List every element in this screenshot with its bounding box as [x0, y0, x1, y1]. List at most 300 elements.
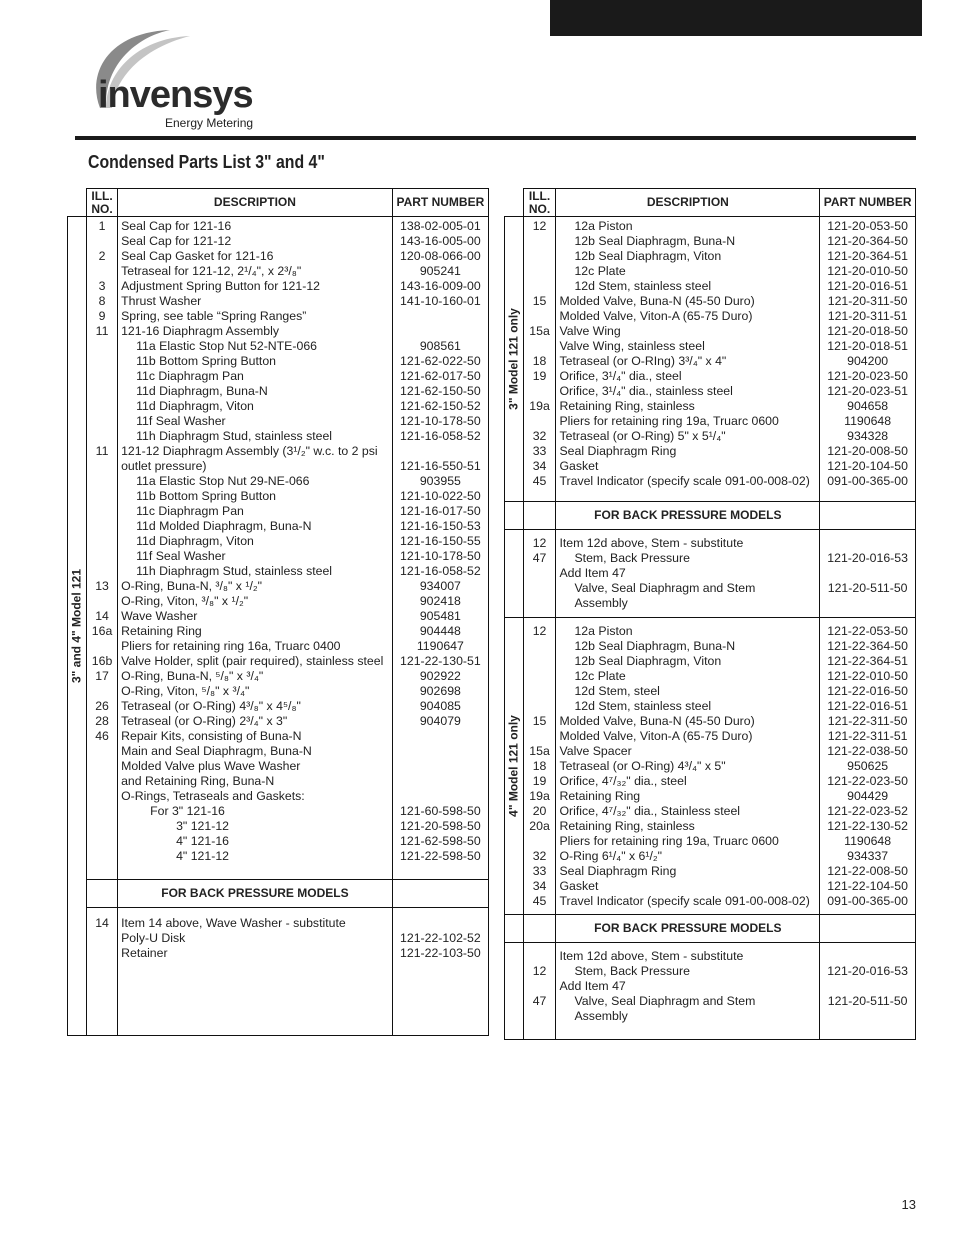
part-number-text: [393, 744, 488, 759]
description-text: Main and Seal Diaphragm, Buna-N: [121, 744, 312, 758]
description-text: Tetraseal (or O-RIng) 3³/₄" x 4": [559, 354, 727, 368]
ill-no-text: 3: [98, 279, 106, 293]
part-number-text: 121-20-023-51: [827, 384, 908, 398]
ill-no-text: [87, 849, 117, 864]
ill-no-cell: [87, 908, 118, 1036]
description-text: O-Ring, Viton, ⁵/₈" x ³/₄": [121, 684, 250, 698]
part-number-text: 121-62-150-50: [400, 384, 481, 398]
ill-no-text: [524, 699, 556, 714]
page-title: Condensed Parts List 3" and 4": [88, 152, 325, 172]
part-number-text: 121-22-311-51: [827, 729, 908, 743]
description-text: Spring, see table “Spring Ranges”: [121, 309, 307, 323]
ill-no-text: [87, 864, 117, 879]
part-number-text: 121-22-053-50: [827, 624, 908, 638]
part-number-text: 121-62-150-52: [400, 399, 481, 413]
description-text: Valve Wing: [559, 324, 621, 338]
part-number-text: 934007: [419, 579, 461, 593]
ill-no-text: 33: [532, 444, 547, 458]
ill-no-text: 33: [532, 864, 547, 878]
ill-no-text: [87, 819, 117, 834]
description-text: Valve, Seal Diaphragm and Stem: [574, 581, 756, 595]
side-label-4in: 4" Model 121 only: [505, 618, 524, 915]
part-number-text: 121-16-058-52: [400, 564, 481, 578]
description-text: [118, 864, 392, 879]
side-label-3in: 3" Model 121 only: [505, 217, 524, 502]
ill-no-text: 9: [98, 309, 106, 323]
description-text: 11b Bottom Spring Button: [136, 489, 277, 503]
description-text: Tetraseal (or O-Ring) 4³/₈" x 4⁵/₈": [121, 699, 301, 713]
ill-no-text: 16b: [91, 654, 113, 668]
description-text: Seal Cap for 121-16: [121, 219, 232, 233]
part-number-cell: [392, 908, 488, 1036]
part-number-text: 904429: [847, 789, 889, 803]
description-text: 12a Piston: [574, 624, 633, 638]
description-text: Retaining Ring, stainless: [559, 399, 695, 413]
ill-no-text: 47: [532, 551, 547, 565]
description-text: Valve Holder, split (pair required), stainless steel: [121, 654, 384, 668]
page-number: 13: [901, 1197, 916, 1212]
ill-no-text: 12: [532, 624, 547, 638]
ill-no-text: 32: [532, 849, 547, 863]
ill-no-text: [87, 459, 117, 474]
part-number-text: 120-08-066-00: [400, 249, 481, 263]
description-text: outlet pressure): [121, 459, 207, 473]
part-number-text: 121-20-311-51: [827, 309, 908, 323]
ill-no-cell: [523, 530, 556, 618]
part-number-text: [393, 729, 488, 744]
ill-no-text: [524, 234, 556, 249]
ill-no-text: [87, 369, 117, 384]
part-number-text: [820, 949, 915, 964]
description-text: 12d Stem, steel: [574, 684, 660, 698]
ill-no-text: 19: [532, 369, 547, 383]
part-number-cell: [392, 217, 488, 880]
description-text: Item 12d above, Stem - substitute: [559, 949, 744, 963]
ill-no-text: [524, 264, 556, 279]
description-text: Pliers for retaining ring 19a, Truarc 0600: [559, 414, 779, 428]
section-back-pressure: FOR BACK PRESSURE MODELS: [556, 502, 820, 530]
ill-no-text: [87, 564, 117, 579]
ill-no-text: 12: [532, 964, 547, 978]
description-text: Valve, Seal Diaphragm and Stem: [574, 994, 756, 1008]
part-number-text: 1190648: [844, 834, 892, 848]
part-number-text: 121-20-008-50: [827, 444, 908, 458]
header-rule: [75, 136, 916, 140]
description-text: Pliers for retaining ring 19a, Truarc 0600: [559, 834, 779, 848]
description-text: Tetraseal for 121-12, 2¹/₄", x 2³/₈": [121, 264, 302, 278]
description-text: Molded Valve, Viton-A (65-75 Duro): [559, 729, 753, 743]
part-number-text: [393, 309, 488, 324]
part-number-cell: [820, 217, 916, 502]
ill-no-text: 32: [532, 429, 547, 443]
section-back-pressure: FOR BACK PRESSURE MODELS: [556, 915, 820, 943]
description-text: 11d Molded Diaphragm, Buna-N: [136, 519, 312, 533]
part-number-text: 121-20-016-53: [827, 551, 908, 565]
part-number-text: [820, 979, 915, 994]
description-cell: [118, 217, 393, 880]
ill-no-text: 34: [532, 879, 547, 893]
ill-no-text: 19a: [529, 789, 550, 803]
description-text: Tetraseal (or O-Ring) 2³/₄" x 3": [121, 714, 288, 728]
part-number-text: 121-20-016-51: [827, 279, 908, 293]
ill-no-text: [87, 789, 117, 804]
ill-no-text: [524, 1024, 556, 1039]
logo-wordmark: invensys: [98, 74, 253, 116]
part-number-text: 121-20-511-50: [827, 994, 908, 1008]
description-text: 11d Diaphragm, Viton: [136, 534, 254, 548]
description-text: Wave Washer: [121, 609, 198, 623]
ill-no-text: [524, 279, 556, 294]
ill-no-text: [87, 931, 117, 946]
invensys-logo: [80, 22, 260, 134]
description-text: Retaining Ring: [559, 789, 641, 803]
description-text: 11c Diaphragm Pan: [136, 504, 244, 518]
ill-no-text: [524, 729, 556, 744]
description-cell: [556, 530, 820, 618]
part-number-text: 121-22-016-50: [827, 684, 908, 698]
description-text: 3" 121-12: [176, 819, 230, 833]
part-number-text: 121-22-023-52: [827, 804, 908, 818]
part-number-text: 143-16-005-00: [400, 234, 481, 248]
description-text: For 3" 121-16: [150, 804, 225, 818]
parts-table-left: [67, 188, 489, 1036]
part-number-text: 121-20-364-51: [827, 249, 908, 263]
ill-no-text: [87, 429, 117, 444]
ill-no-text: [87, 594, 117, 609]
ill-no-text: 15: [532, 714, 547, 728]
description-text: Tetraseal (or O-Ring) 4³/₄" x 5": [559, 759, 726, 773]
part-number-text: 121-22-130-51: [400, 654, 481, 668]
description-text: 11b Bottom Spring Button: [136, 354, 277, 368]
ill-no-cell: [523, 217, 556, 502]
part-number-text: 121-22-364-50: [827, 639, 908, 653]
col-header-ill-no: ILL. NO.: [87, 189, 118, 217]
ill-no-text: 19: [532, 774, 547, 788]
part-number-text: 121-62-598-50: [400, 834, 481, 848]
ill-no-text: 20a: [529, 819, 550, 833]
part-number-text: 121-16-150-55: [400, 534, 481, 548]
ill-no-text: [524, 566, 556, 581]
description-text: O-Ring, Viton, ³/₈" x ¹/₂": [121, 594, 249, 608]
part-number-text: 121-20-018-51: [827, 339, 908, 353]
part-number-text: 121-20-023-50: [827, 369, 908, 383]
ill-no-text: 1: [98, 219, 106, 233]
part-number-text: 121-22-103-50: [400, 946, 481, 960]
description-text: Orifice, 3¹/₄" dia., stainless steel: [559, 384, 733, 398]
ill-no-text: [524, 309, 556, 324]
description-cell: [118, 908, 393, 1036]
part-number-text: 121-62-022-50: [400, 354, 481, 368]
part-number-text: 121-20-104-50: [827, 459, 908, 473]
logo-subtitle: Energy Metering: [165, 116, 254, 130]
part-number-text: 905241: [419, 264, 461, 278]
part-number-text: 904085: [419, 699, 461, 713]
description-text: O-Ring 6¹/₄" x 6¹/₂": [559, 849, 663, 863]
description-text: Seal Cap Gasket for 121-16: [121, 249, 274, 263]
ill-no-cell: [523, 943, 556, 1040]
ill-no-text: 46: [95, 729, 109, 743]
part-number-text: 121-16-550-51: [400, 459, 481, 473]
description-text: Item 14 above, Wave Washer - substitute: [121, 916, 346, 930]
description-text: Item 12d above, Stem - substitute: [559, 536, 744, 550]
part-number-text: 121-22-023-50: [827, 774, 908, 788]
ill-no-text: [524, 949, 556, 964]
part-number-text: [393, 774, 488, 789]
part-number-text: [393, 864, 488, 879]
ill-no-text: [87, 834, 117, 849]
description-text: Retaining Ring: [121, 624, 202, 638]
description-text: Molded Valve, Buna-N (45-50 Duro): [559, 714, 755, 728]
ill-no-text: [524, 1009, 556, 1024]
part-number-text: 121-22-102-52: [400, 931, 481, 945]
description-text: Pliers for retaining ring 16a, Truarc 0400: [121, 639, 341, 653]
ill-no-text: 18: [532, 759, 547, 773]
ill-no-text: [87, 519, 117, 534]
description-text: Seal Cap for 121-12: [121, 234, 232, 248]
description-text: Orifice, 3¹/₄" dia., steel: [559, 369, 682, 383]
part-number-text: 121-60-598-50: [400, 804, 481, 818]
part-number-text: 121-22-016-51: [827, 699, 908, 713]
description-text: Stem, Back Pressure: [574, 551, 690, 565]
ill-no-text: [87, 414, 117, 429]
part-number-text: 121-22-364-51: [827, 654, 908, 668]
ill-no-text: 15a: [529, 324, 550, 338]
ill-no-text: [87, 264, 117, 279]
part-number-text: [393, 444, 488, 459]
section-back-pressure: FOR BACK PRESSURE MODELS: [118, 880, 393, 908]
parts-table-right: [504, 188, 916, 1040]
description-text: Thrust Washer: [121, 294, 202, 308]
part-number-text: 934337: [847, 849, 889, 863]
part-number-text: [820, 566, 915, 581]
part-number-text: [393, 916, 488, 931]
description-text: 11f Seal Washer: [136, 414, 226, 428]
description-text: 4" 121-12: [176, 849, 230, 863]
side-label: 3" and 4" Model 121: [68, 217, 87, 1036]
ill-no-text: 15: [532, 294, 547, 308]
part-number-text: 121-22-038-50: [827, 744, 908, 758]
col-header-description: DESCRIPTION: [118, 189, 393, 217]
part-number-text: 138-02-005-01: [400, 219, 481, 233]
part-number-text: 904200: [847, 354, 889, 368]
part-number-text: 143-16-009-00: [400, 279, 481, 293]
ill-no-text: 8: [98, 294, 106, 308]
description-text: O-Ring, Buna-N, ⁵/₈" x ³/₄": [121, 669, 264, 683]
description-text: 12b Seal Diaphragm, Buna-N: [574, 639, 736, 653]
description-text: 121-16 Diaphragm Assembly: [121, 324, 279, 338]
part-number-text: 121-22-130-52: [827, 819, 908, 833]
description-text: 11f Seal Washer: [136, 549, 226, 563]
ill-no-text: [87, 774, 117, 789]
ill-no-text: [87, 549, 117, 564]
ill-no-text: 11: [95, 324, 109, 338]
col-header-part-number: PART NUMBER: [392, 189, 488, 217]
ill-no-text: 45: [532, 894, 547, 908]
ill-no-text: 17: [95, 669, 109, 683]
description-text: Travel Indicator (specify scale 091-00-008-02): [559, 894, 810, 908]
part-number-text: 121-22-104-50: [827, 879, 908, 893]
ill-no-text: 19a: [529, 399, 550, 413]
part-number-text: 121-62-017-50: [400, 369, 481, 383]
part-number-text: 121-22-008-50: [827, 864, 908, 878]
description-text: 121-12 Diaphragm Assembly (3¹/₂" w.c. to 2 psi: [121, 444, 378, 458]
part-number-text: 121-10-022-50: [400, 489, 481, 503]
description-text: 12b Seal Diaphragm, Viton: [574, 654, 722, 668]
part-number-text: 121-20-511-50: [827, 581, 908, 595]
description-text: 4" 121-16: [176, 834, 230, 848]
ill-no-text: [524, 384, 556, 399]
description-text: 12d Stem, stainless steel: [574, 699, 712, 713]
description-cell: [556, 618, 820, 915]
description-text: Add Item 47: [559, 566, 626, 580]
ill-no-text: [524, 834, 556, 849]
ill-no-text: 45: [532, 474, 547, 488]
ill-no-text: 14: [95, 916, 109, 930]
description-text: Molded Valve plus Wave Washer: [121, 759, 301, 773]
description-text: Retainer: [121, 946, 168, 960]
part-number-text: 904079: [419, 714, 461, 728]
ill-no-text: 34: [532, 459, 547, 473]
ill-no-text: [524, 669, 556, 684]
part-number-text: 903955: [419, 474, 461, 488]
description-text: Gasket: [559, 459, 599, 473]
ill-no-text: [87, 804, 117, 819]
description-text: O-Rings, Tetraseals and Gaskets:: [121, 789, 305, 803]
ill-no-text: [87, 504, 117, 519]
ill-no-text: 12: [532, 536, 547, 550]
description-text: Poly-U Disk: [121, 931, 186, 945]
ill-no-cell: [87, 217, 118, 880]
part-number-text: [393, 789, 488, 804]
ill-no-text: [87, 534, 117, 549]
description-text: 11a Elastic Stop Nut 29-NE-066: [136, 474, 310, 488]
ill-no-text: [87, 339, 117, 354]
part-number-text: 121-20-598-50: [400, 819, 481, 833]
ill-no-text: [524, 581, 556, 596]
part-number-text: 934328: [847, 429, 889, 443]
ill-no-text: 15a: [529, 744, 550, 758]
description-text: Add Item 47: [559, 979, 626, 993]
description-text: Repair Kits, consisting of Buna-N: [121, 729, 302, 743]
ill-no-text: [524, 654, 556, 669]
ill-no-text: [87, 744, 117, 759]
ill-no-text: 47: [532, 994, 547, 1008]
ill-no-text: 16a: [91, 624, 113, 638]
description-text: Orifice, 4⁷/₃₂" dia., steel: [559, 774, 687, 788]
ill-no-text: [524, 249, 556, 264]
description-text: Tetraseal (or O-Ring) 5" x 5¹/₄": [559, 429, 726, 443]
part-number-text: 121-16-150-53: [400, 519, 481, 533]
part-number-text: 121-10-178-50: [400, 549, 481, 563]
part-number-text: 121-22-311-50: [827, 714, 908, 728]
part-number-text: 091-00-365-00: [827, 894, 908, 908]
part-number-text: 904658: [847, 399, 889, 413]
description-text: 12b Seal Diaphragm, Viton: [574, 249, 722, 263]
ill-no-text: 13: [95, 579, 109, 593]
description-text: Travel Indicator (specify scale 091-00-008-02): [559, 474, 810, 488]
description-text: Assembly: [574, 1009, 628, 1023]
ill-no-text: [524, 684, 556, 699]
part-number-text: 121-20-311-50: [827, 294, 908, 308]
description-text: 12c Plate: [574, 669, 626, 683]
description-text: 12c Plate: [574, 264, 626, 278]
description-text: 11h Diaphragm Stud, stainless steel: [136, 429, 333, 443]
description-text: O-Ring, Buna-N, ³/₈" x ¹/₂": [121, 579, 263, 593]
ill-no-text: 14: [95, 609, 109, 623]
description-text: Assembly: [574, 596, 628, 610]
part-number-text: 121-20-016-53: [827, 964, 908, 978]
col-header-description: DESCRIPTION: [556, 189, 820, 217]
part-number-text: 121-16-017-50: [400, 504, 481, 518]
ill-no-text: [87, 234, 117, 249]
description-text: and Retaining Ring, Buna-N: [121, 774, 275, 788]
ill-no-text: 26: [95, 699, 109, 713]
description-text: 11h Diaphragm Stud, stainless steel: [136, 564, 333, 578]
description-text: Stem, Back Pressure: [574, 964, 690, 978]
part-number-text: [393, 324, 488, 339]
part-number-text: 121-16-058-52: [400, 429, 481, 443]
description-text: Valve Wing, stainless steel: [559, 339, 705, 353]
ill-no-text: 11: [95, 444, 109, 458]
ill-no-text: [524, 414, 556, 429]
part-number-text: 902418: [419, 594, 461, 608]
part-number-cell: [820, 618, 916, 915]
ill-no-text: [87, 639, 117, 654]
ill-no-text: [87, 354, 117, 369]
part-number-text: 091-00-365-00: [827, 474, 908, 488]
col-header-part-number: PART NUMBER: [820, 189, 916, 217]
description-text: 12a Piston: [574, 219, 633, 233]
part-number-text: 121-20-364-50: [827, 234, 908, 248]
part-number-text: 950625: [847, 759, 889, 773]
part-number-text: 121-22-010-50: [827, 669, 908, 683]
description-text: Molded Valve, Viton-A (65-75 Duro): [559, 309, 753, 323]
ill-no-text: [524, 979, 556, 994]
description-text: Seal Diaphragm Ring: [559, 864, 677, 878]
description-text: 12b Seal Diaphragm, Buna-N: [574, 234, 736, 248]
part-number-text: 121-20-018-50: [827, 324, 908, 338]
description-text: Seal Diaphragm Ring: [559, 444, 677, 458]
part-number-text: 1190647: [416, 639, 464, 653]
description-text: 11c Diaphragm Pan: [136, 369, 244, 383]
ill-no-text: 20: [532, 804, 547, 818]
ill-no-text: [87, 684, 117, 699]
part-number-text: 1190648: [844, 414, 892, 428]
description-text: Orifice, 4⁷/₃₂" dia., Stainless steel: [559, 804, 741, 818]
part-number-text: 902922: [419, 669, 461, 683]
ill-no-text: [87, 399, 117, 414]
col-header-ill-no: ILL. NO.: [523, 189, 556, 217]
description-text: Valve Spacer: [559, 744, 632, 758]
description-text: Retaining Ring, stainless: [559, 819, 695, 833]
description-text: Gasket: [559, 879, 599, 893]
part-number-text: [393, 759, 488, 774]
description-text: 11a Elastic Stop Nut 52-NTE-066: [136, 339, 317, 353]
part-number-text: [820, 596, 915, 611]
description-text: Adjustment Spring Button for 121-12: [121, 279, 321, 293]
ill-no-text: [87, 384, 117, 399]
ill-no-text: [524, 639, 556, 654]
ill-no-text: [87, 474, 117, 489]
ill-no-text: 18: [532, 354, 547, 368]
part-number-text: 905481: [419, 609, 461, 623]
ill-no-cell: [523, 618, 556, 915]
part-number-text: 902698: [419, 684, 461, 698]
part-number-cell: [820, 530, 916, 618]
ill-no-text: 28: [95, 714, 109, 728]
ill-no-text: [87, 489, 117, 504]
part-number-text: 904448: [419, 624, 461, 638]
